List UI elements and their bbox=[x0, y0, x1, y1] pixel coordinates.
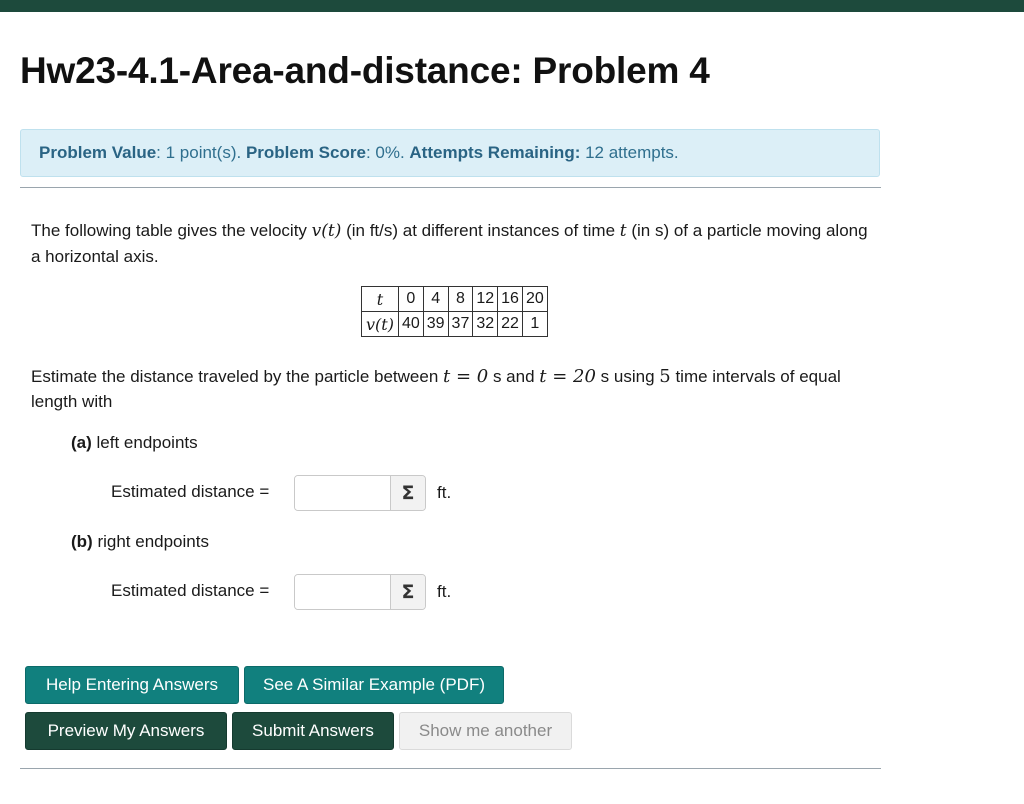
problem-info-box bbox=[20, 129, 880, 177]
problem-value-text: : 1 point(s). bbox=[156, 143, 246, 162]
velocity-function: v(t) bbox=[311, 221, 342, 241]
velocity-cell: 1 bbox=[522, 312, 547, 337]
part-b-answer-box bbox=[294, 574, 426, 610]
part-b-text: right endpoints bbox=[92, 532, 209, 551]
time-cell: 16 bbox=[498, 287, 523, 312]
question-text-2: s and bbox=[488, 367, 540, 386]
attempts-remaining-label: Attempts Remaining: bbox=[409, 143, 581, 162]
show-me-another-button[interactable]: Show me another bbox=[399, 712, 572, 750]
part-a-letter: (a) bbox=[71, 433, 92, 452]
velocity-cell: 22 bbox=[498, 312, 523, 337]
part-b-letter: (b) bbox=[71, 532, 93, 551]
intro-text-2: (in ft/s) at different instances of time bbox=[341, 221, 620, 240]
equation-t20-text: t = 20 bbox=[539, 366, 596, 387]
problem-score-text: : 0%. bbox=[365, 143, 410, 162]
time-cell: 4 bbox=[423, 287, 448, 312]
time-cell: 12 bbox=[473, 287, 498, 312]
equation-t0-text: t = 0 bbox=[443, 366, 489, 387]
problem-question bbox=[31, 364, 881, 414]
attempts-remaining-text: 12 attempts. bbox=[580, 143, 679, 162]
time-cell: 20 bbox=[522, 287, 547, 312]
question-text-3: s using bbox=[595, 367, 660, 386]
velocity-table bbox=[361, 286, 548, 337]
part-b-label: Estimated distance = bbox=[111, 581, 270, 600]
sigma-icon[interactable]: Σ bbox=[390, 575, 425, 609]
equation-t0 bbox=[443, 366, 488, 387]
time-variable: t bbox=[619, 221, 627, 241]
preview-answers-button[interactable]: Preview My Answers bbox=[25, 712, 227, 750]
similar-example-button[interactable]: See A Similar Example (PDF) bbox=[244, 666, 504, 704]
question-text-4: time intervals of equal length with bbox=[31, 367, 841, 411]
divider-top bbox=[20, 187, 881, 188]
part-a-text: left endpoints bbox=[91, 433, 198, 452]
velocity-row bbox=[362, 312, 548, 337]
part-a-answer-box bbox=[294, 475, 426, 511]
time-cell: 0 bbox=[398, 287, 423, 312]
intro-text-3: (in s) of a particle moving along a horizontal axis. bbox=[31, 221, 868, 266]
part-a-unit: ft. bbox=[437, 483, 452, 502]
velocity-cell: 37 bbox=[448, 312, 473, 337]
velocity-cell: 39 bbox=[423, 312, 448, 337]
velocity-row-header: v(t) bbox=[362, 312, 399, 337]
equation-t20 bbox=[539, 366, 596, 387]
intro-text-1: The following table gives the velocity bbox=[31, 221, 312, 240]
top-bar bbox=[0, 0, 1024, 12]
time-row-header: t bbox=[362, 287, 399, 312]
page-title: Hw23-4.1-Area-and-distance: Problem 4 bbox=[20, 50, 710, 91]
part-b-heading bbox=[71, 532, 209, 552]
velocity-cell: 32 bbox=[473, 312, 498, 337]
question-text-1: Estimate the distance traveled by the particle between bbox=[31, 367, 444, 386]
submit-answers-button[interactable]: Submit Answers bbox=[232, 712, 394, 750]
time-row bbox=[362, 287, 548, 312]
interval-count: 5 bbox=[659, 366, 671, 387]
problem-intro bbox=[31, 218, 881, 269]
time-cell: 8 bbox=[448, 287, 473, 312]
part-a-answer-input[interactable] bbox=[295, 476, 390, 510]
problem-score-label: Problem Score bbox=[245, 143, 366, 162]
sigma-icon[interactable]: Σ bbox=[390, 476, 425, 510]
part-b-answer-input[interactable] bbox=[295, 575, 390, 609]
velocity-cell: 40 bbox=[398, 312, 423, 337]
divider-bottom bbox=[20, 768, 881, 769]
part-b-unit: ft. bbox=[437, 582, 452, 601]
part-a-label: Estimated distance = bbox=[111, 482, 270, 501]
help-entering-answers-button[interactable]: Help Entering Answers bbox=[25, 666, 239, 704]
problem-value-label: Problem Value bbox=[39, 143, 157, 162]
part-a-heading bbox=[71, 433, 198, 453]
